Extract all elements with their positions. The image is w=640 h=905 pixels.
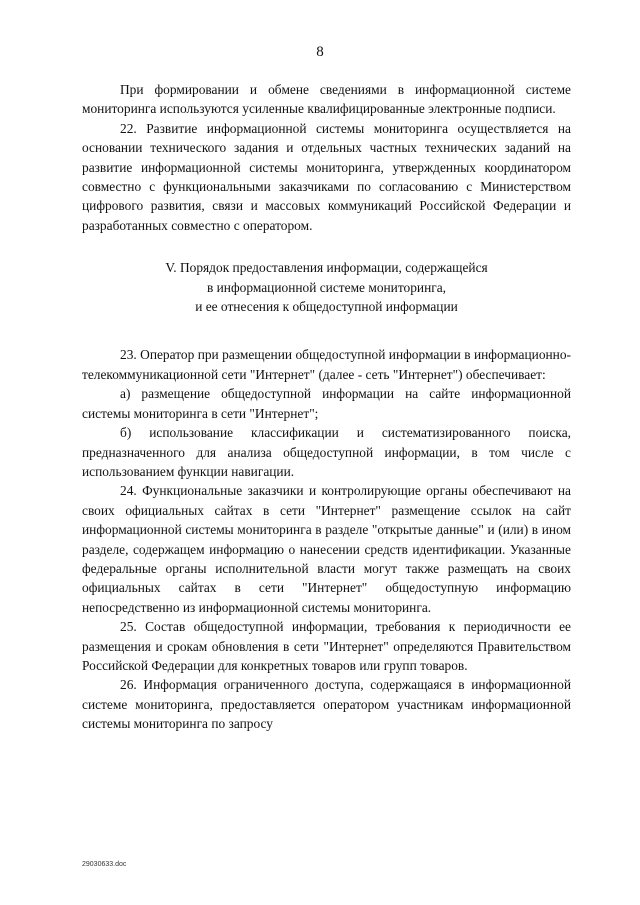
paragraph-22: 22. Развитие информационной системы мониторинга осуществляется на основании технического задания и отдельных частных технических заданий на развитие информационной системы мониторинга, утвержденных координатором совместно с функциональными заказчиками по согласованию с Министерством цифрового развития, связи и массовых коммуникаций Российской Федерации и разработанных совместно с оператором. xyxy=(82,120,571,233)
page-number: 8 xyxy=(316,44,324,60)
paragraph-signatures: При формировании и обмене сведениями в информационной системе мониторинга используются усиленные квалифицированные электронные подписи. xyxy=(82,82,571,117)
paragraph-23: 23. Оператор при размещении общедоступной информации в информационно-телекоммуникационной сети "Интернет" (далее - сеть "Интернет") обеспечивает: xyxy=(82,347,571,382)
paragraph-23-b: б) использование классификации и систематизированного поиска, предназначенного для анализа общедоступной информации, в том числе с использованием функции навигации. xyxy=(82,425,571,479)
paragraph-23-a: а) размещение общедоступной информации на сайте информационной системы мониторинга в сети "Интернет"; xyxy=(82,386,571,421)
file-name-footer: 29030633.doc xyxy=(82,861,127,868)
paragraph-24: 24. Функциональные заказчики и контролирующие органы обеспечивают на своих официальных сайтах в сети "Интернет" размещение ссылок на сайт информационной системы мониторинга в разделе "открытые данные" и (или) в ином разделе, содержащем информацию о нанесении средств идентификации. Указанные федеральные органы исполнительной власти могут также размещать на своих официальных сайтах в сети "Интернет" общедоступную информацию непосредственно из информационной системы мониторинга. xyxy=(82,483,571,615)
section-heading xyxy=(82,258,571,316)
paragraph-25: 25. Состав общедоступной информации, требования к периодичности ее размещения и срокам обновления в сети "Интернет" определяются Правительством Российской Федерации для конкретных товаров или групп товаров. xyxy=(82,619,571,673)
section-heading-line-1: V. Порядок предоставления информации, содержащейся xyxy=(165,260,488,276)
document-body xyxy=(82,80,571,734)
paragraph-26: 26. Информация ограниченного доступа, содержащаяся в информационной системе мониторинга, предоставляется оператором участникам информационной системы мониторинга по запросу xyxy=(82,677,571,732)
section-heading-line-3: и ее отнесения к общедоступной информации xyxy=(195,299,458,315)
section-heading-line-2: в информационной системе мониторинга, xyxy=(206,279,447,295)
